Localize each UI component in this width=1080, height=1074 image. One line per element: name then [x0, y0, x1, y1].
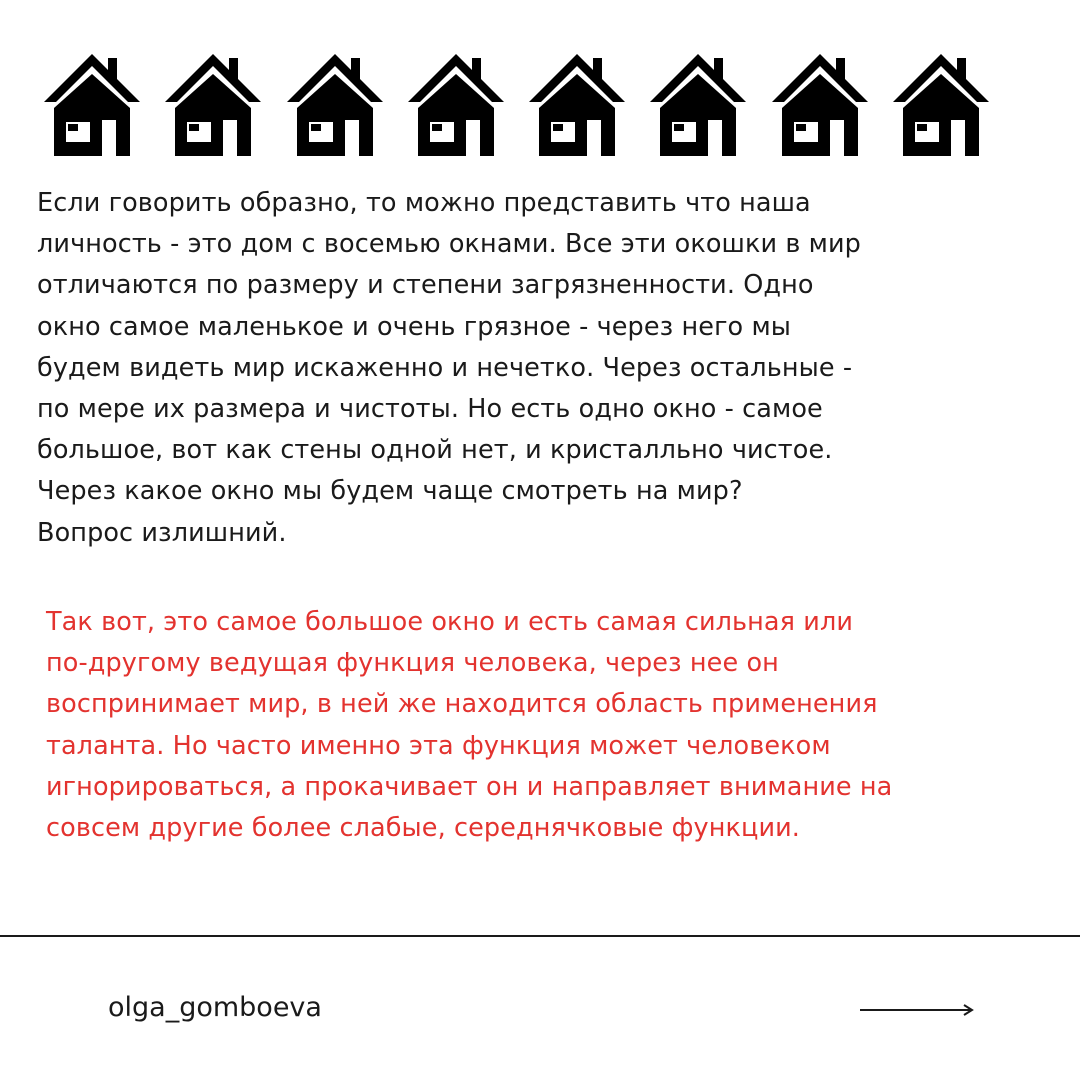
text-line: Вопрос излишний. [37, 517, 287, 548]
intro-paragraph [37, 183, 1047, 554]
house-icon [529, 50, 625, 158]
text-line: большое, вот как стены одной нет, и кристалльно чистое. [37, 435, 833, 466]
text-line: Так вот, это самое большое окно и есть самая сильная или [46, 607, 854, 637]
text-line: личность - это дом с восемью окнами. Все эти окошки в мир [37, 229, 861, 260]
text-line: игнорироваться, а прокачивает он и направляет внимание на [46, 771, 893, 802]
author-handle: olga_gomboeva [108, 992, 322, 1023]
house-icon [408, 50, 504, 158]
house-icon [893, 50, 989, 158]
houses-row [44, 50, 989, 160]
footer-divider [0, 935, 1080, 937]
text-line: будем видеть мир искаженно и нечетко. Через остальные - [37, 352, 853, 383]
house-icon [650, 50, 746, 158]
highlight-paragraph [46, 602, 1056, 849]
house-icon [165, 50, 261, 158]
text-line: окно самое маленькое и очень грязное - через него мы [37, 311, 792, 342]
text-line: Через какое окно мы будем чаще смотреть на мир? [37, 476, 743, 507]
text-line: Если говорить образно, то можно представить что наша [37, 188, 811, 218]
text-line: по мере их размера и чистоты. Но есть одно окно - самое [37, 394, 823, 425]
house-icon [772, 50, 868, 158]
house-icon [287, 50, 383, 158]
house-icon [44, 50, 140, 158]
text-line: по-другому ведущая функция человека, через нее он [46, 648, 779, 679]
text-line: таланта. Но часто именно эта функция может человеком [46, 730, 831, 761]
text-line: воспринимает мир, в ней же находится область применения [46, 689, 878, 720]
arrow-right-icon[interactable] [860, 1000, 976, 1020]
text-line: совсем другие более слабые, середнячковые функции. [46, 813, 801, 844]
text-line: отличаются по размеру и степени загрязненности. Одно [37, 270, 814, 301]
